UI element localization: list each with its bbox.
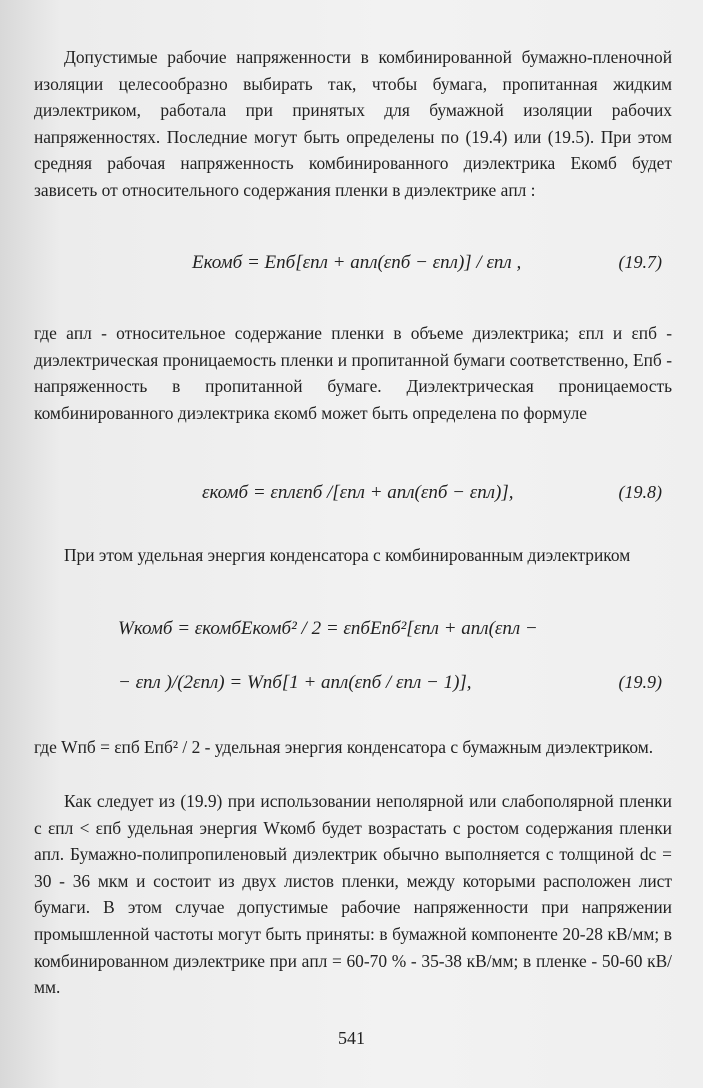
equation-number: (19.7) xyxy=(618,252,662,272)
equation-body: − εпл )/(2εпл) = Wпб[1 + aпл(εпб / εпл − 1)], xyxy=(118,672,472,693)
equation-number: (19.8) xyxy=(618,482,662,502)
paragraph-intro: Допустимые рабочие напряженности в комбинированной бумажно-пленочной изоляции целесообразно выбирать так, чтобы бумага, пропитанная жидким диэлектриком, работала при принятых для бумажной изоляции рабочих напряженностях. Последние могут быть определены по (19.4) или (19.5). При этом средняя рабочая напряженность комбинированного диэлектрика Eкомб будет зависеть от относительного содержания пленки в диэлектрике aпл : xyxy=(34,47,672,200)
paragraph-definitions: где aпл - относительное содержание пленки в объеме диэлектрика; εпл и εпб - диэлектрическая проницаемость пленки и пропитанной бумаги соответственно, Eпб - напряженность в пропитанной бумаге. Диэлектрическая проницаемость комбинированного диэлектрика εкомб может быть определена по формуле xyxy=(34,323,672,423)
equation-19-9-line2 xyxy=(34,672,672,706)
equation-19-9-line1 xyxy=(34,618,672,652)
paragraph-conclusion: Как следует из (19.9) при использовании неполярной или слабополярной пленки с εпл < εпб удельная энергия Wкомб будет возрастать с ростом содержания пленки aпл. Бумажно-полипропиленовый диэлектрик обычно выполняется с толщиной dc = 30 - 36 мкм и состоит из двух листов пленки, между которыми расположен лист бумаги. В этом случае допустимые рабочие напряженности при напряжении промышленной частоты могут быть приняты: в бумажной компоненте 20-28 кВ/мм; в комбинированном диэлектрике при aпл = 60-70 % - 35-38 кВ/мм; в пленке - 50-60 кВ/мм. xyxy=(34,791,672,998)
paragraph-energy: При этом удельная энергия конденсатора с комбинированным диэлектриком xyxy=(64,545,631,565)
equation-body: Eкомб = Eпб[εпл + aпл(εпб − εпл)] / εпл , xyxy=(192,252,522,273)
equation-19-8 xyxy=(34,482,672,516)
equation-body: Wкомб = εкомбEкомб² / 2 = εпбEпб²[εпл + aпл(εпл − xyxy=(118,618,538,639)
page-number: 541 xyxy=(338,1028,365,1048)
equation-body: εкомб = εплεпб /[εпл + aпл(εпб − εпл)], xyxy=(202,482,514,503)
equation-number: (19.9) xyxy=(618,672,662,692)
paragraph-paper-energy: где Wпб = εпб Eпб² / 2 - удельная энергия конденсатора с бумажным диэлектриком. xyxy=(34,737,654,757)
equation-19-7 xyxy=(34,252,672,286)
